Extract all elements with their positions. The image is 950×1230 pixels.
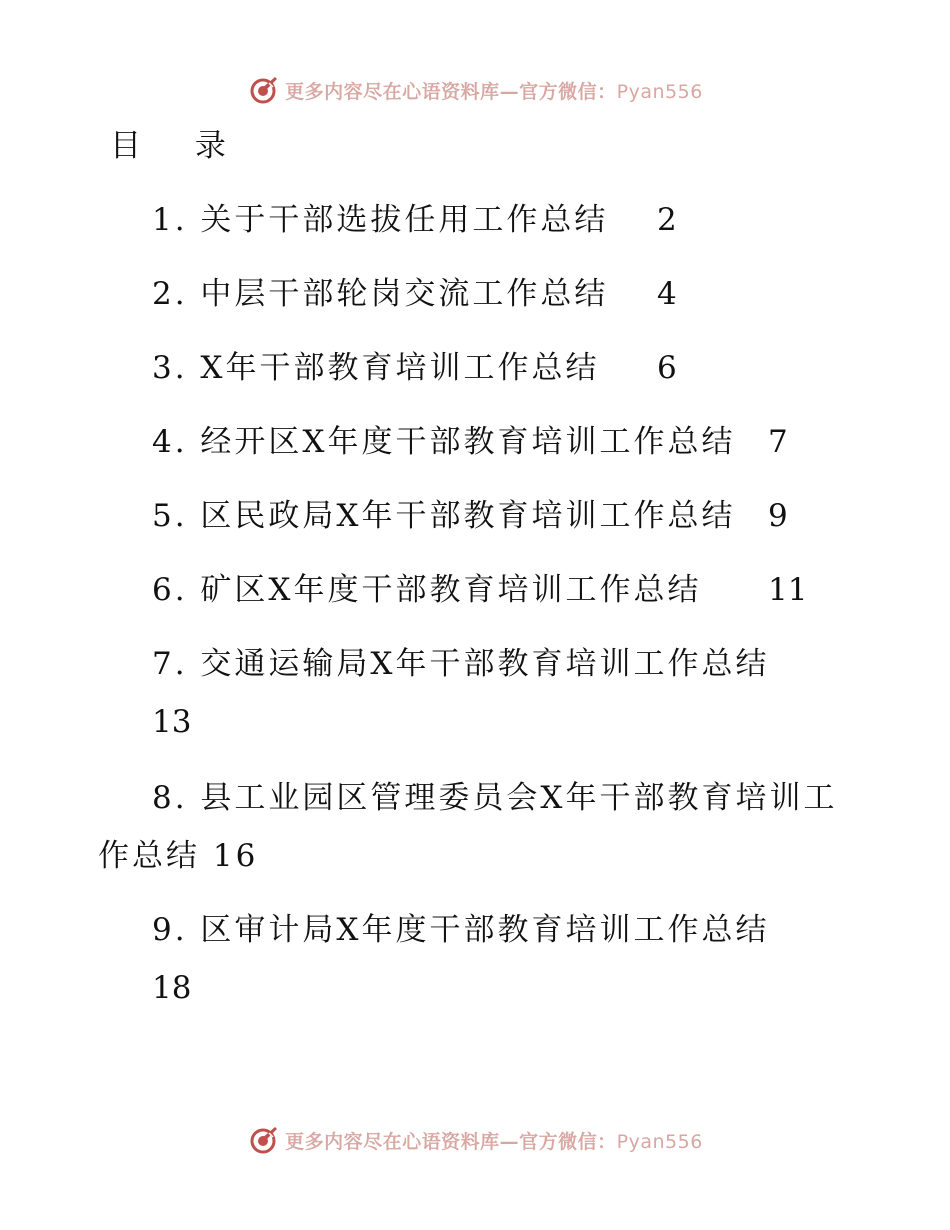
- watermark-text: 更多内容尽在心语资料库—官方微信：Pyan556: [285, 80, 703, 103]
- quill-logo-icon: [247, 74, 279, 106]
- toc-entry-2-page: 4: [657, 276, 677, 312]
- toc-entry-3: 3. X年干部教育培训工作总结: [152, 350, 600, 386]
- footer-watermark: [0, 1122, 950, 1158]
- toc-entry-7-page: 13: [152, 704, 192, 740]
- toc-entry-7: 7. 交通运输局X年干部教育培训工作总结: [152, 646, 770, 682]
- watermark-id: Pyan556: [616, 1130, 703, 1153]
- watermark-id: Pyan556: [616, 80, 703, 103]
- watermark-text: 更多内容尽在心语资料库—官方微信：Pyan556: [285, 1130, 703, 1153]
- toc-title: 目 录: [110, 128, 248, 164]
- toc-entry-8: 8. 县工业园区管理委员会X年干部教育培训工: [152, 780, 838, 816]
- toc-entry-5-page: 9: [768, 498, 788, 534]
- toc-entry-6-page: 11: [768, 572, 808, 608]
- header-watermark: [0, 72, 950, 108]
- toc-entry-9-page: 18: [152, 970, 192, 1006]
- toc-entry-2: 2. 中层干部轮岗交流工作总结: [152, 276, 609, 312]
- toc-entry-9: 9. 区审计局X年度干部教育培训工作总结: [152, 912, 770, 948]
- toc-entry-5: 5. 区民政局X年干部教育培训工作总结: [152, 498, 736, 534]
- toc-entry-1-page: 2: [657, 202, 677, 238]
- toc-entry-1: 1. 关于干部选拔任用工作总结: [152, 202, 609, 238]
- toc-entry-6: 6. 矿区X年度干部教育培训工作总结: [152, 572, 702, 608]
- toc-entry-4-page: 7: [768, 424, 788, 460]
- toc-entry-4: 4. 经开区X年度干部教育培训工作总结: [152, 424, 736, 460]
- quill-logo-icon: [247, 1124, 279, 1156]
- toc-entry-8-continuation: 作总结 16: [98, 838, 259, 874]
- toc-entry-3-page: 6: [657, 350, 677, 386]
